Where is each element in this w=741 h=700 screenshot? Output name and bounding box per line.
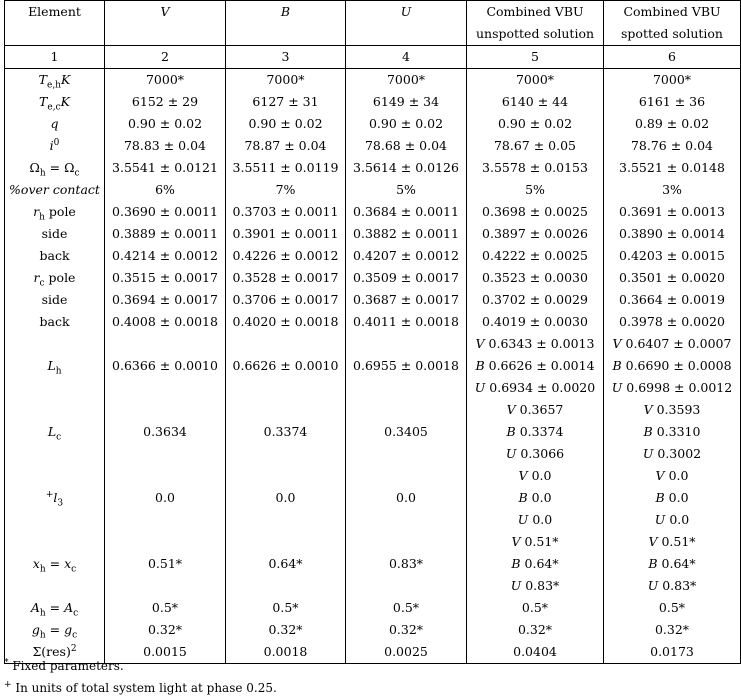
table-cell [346,443,467,465]
table-cell [105,399,226,421]
table-cell: U 0.3066 [467,443,604,465]
table-row-multi [5,377,741,399]
table-cell [346,377,467,399]
row-label: $T_{e,c}K$ [5,91,105,113]
table-cell: 0.3698 ± 0.0025 [467,201,604,223]
table-cell: 0.89 ± 0.02 [604,113,741,135]
row-label: $A_h = A_c$ [5,597,105,619]
table-cell: 0.3897 ± 0.0026 [467,223,604,245]
row-label: $^+l_3$ [5,487,105,509]
table-cell: 7000* [346,69,467,92]
table-row-multi [5,355,741,377]
table-cell: B 0.64* [467,553,604,575]
table-cell: 0.4207 ± 0.0012 [346,245,467,267]
row-label: $x_h = x_c$ [5,553,105,575]
table-cell: 0.3694 ± 0.0017 [105,289,226,311]
column-number-row [5,46,741,69]
table-row [5,69,741,92]
table-cell: U 0.6998 ± 0.0012 [604,377,741,399]
row-label [5,377,105,399]
header-b: B [226,1,346,24]
table-cell: 0.3890 ± 0.0014 [604,223,741,245]
table-cell: B 0.6626 ± 0.0014 [467,355,604,377]
table-row-multi [5,421,741,443]
table-cell: 0.3501 ± 0.0020 [604,267,741,289]
table-cell: 0.32* [346,619,467,641]
table-cell: 3.5541 ± 0.0121 [105,157,226,179]
table-cell: 3% [604,179,741,201]
table-cell: 6161 ± 36 [604,91,741,113]
row-label [5,399,105,421]
table-cell: B 0.64* [604,553,741,575]
table-row [5,179,741,201]
table-row [5,201,741,223]
table-cell: U 0.3002 [604,443,741,465]
row-label: $L_c$ [5,421,105,443]
table-cell [346,531,467,553]
table-cell: 3.5521 ± 0.0148 [604,157,741,179]
table-cell: V 0.51* [467,531,604,553]
table-cell: 5% [467,179,604,201]
table-cell: 7000* [604,69,741,92]
row-label: back [5,311,105,333]
table-cell: 0.51* [105,553,226,575]
column-number: 6 [604,46,741,69]
row-label: $T_{e,h}K$ [5,69,105,92]
table-cell [346,509,467,531]
row-label [5,509,105,531]
table-row [5,113,741,135]
header-u: U [346,1,467,24]
table-cell [226,575,346,597]
table-cell: 0.4011 ± 0.0018 [346,311,467,333]
table-cell: 0.3901 ± 0.0011 [226,223,346,245]
table-row [5,223,741,245]
table-cell: 0.3528 ± 0.0017 [226,267,346,289]
table-cell [226,531,346,553]
table-cell: V 0.6343 ± 0.0013 [467,333,604,355]
table-row [5,289,741,311]
table-cell: 0.90 ± 0.02 [346,113,467,135]
table-cell: 78.68 ± 0.04 [346,135,467,157]
table-cell: V 0.6407 ± 0.0007 [604,333,741,355]
table-cell: B 0.0 [467,487,604,509]
table-cell [105,465,226,487]
header-element: Element [5,1,105,24]
table-cell: 0.3374 [226,421,346,443]
table-row-multi [5,465,741,487]
table-cell: B 0.0 [604,487,741,509]
table-cell: 6140 ± 44 [467,91,604,113]
row-label: $g_h = g_c$ [5,619,105,641]
footnote-fixed: * Fixed parameters. [4,658,124,673]
table-cell: 0.5* [346,597,467,619]
table-cell [226,509,346,531]
table-cell: 6152 ± 29 [105,91,226,113]
table-cell: 0.0 [346,487,467,509]
table-cell: 0.3515 ± 0.0017 [105,267,226,289]
table-cell: 6149 ± 34 [346,91,467,113]
table-cell: 0.4203 ± 0.0015 [604,245,741,267]
row-label: %over contact [5,179,105,201]
table-row-multi [5,399,741,421]
table-cell: 0.6366 ± 0.0010 [105,355,226,377]
table-cell: 0.90 ± 0.02 [226,113,346,135]
table-cell: 0.32* [105,619,226,641]
row-label: side [5,289,105,311]
table-cell: 0.3706 ± 0.0017 [226,289,346,311]
footnote-light: + In units of total system light at phase 0.25. [4,680,277,695]
header-row [5,1,741,24]
table-cell: 0.4008 ± 0.0018 [105,311,226,333]
table-cell [346,399,467,421]
table-cell: 0.4222 ± 0.0025 [467,245,604,267]
row-label: back [5,245,105,267]
table-cell: 0.6955 ± 0.0018 [346,355,467,377]
table-cell: 0.0018 [226,641,346,664]
table-row [5,157,741,179]
table-row-multi [5,509,741,531]
column-number: 5 [467,46,604,69]
table-cell: U 0.0 [604,509,741,531]
table-cell [226,377,346,399]
table-cell: 0.4020 ± 0.0018 [226,311,346,333]
footnotes [4,655,277,699]
table-cell: 6% [105,179,226,201]
table-cell: 0.3702 ± 0.0029 [467,289,604,311]
table-cell: U 0.0 [467,509,604,531]
table-row [5,267,741,289]
table-cell: 0.4226 ± 0.0012 [226,245,346,267]
table-cell: B 0.3374 [467,421,604,443]
table-cell: 6127 ± 31 [226,91,346,113]
table-cell [226,399,346,421]
table-row [5,91,741,113]
table-cell: 0.5* [467,597,604,619]
row-label [5,333,105,355]
table-row [5,619,741,641]
header-unspotted-solution: unspotted solution [467,23,604,46]
table-row-multi [5,443,741,465]
parameters-table [4,0,741,664]
table-cell: 0.5* [105,597,226,619]
table-row-multi [5,333,741,355]
table-cell [105,443,226,465]
table-cell: 7000* [226,69,346,92]
table-cell: V 0.51* [604,531,741,553]
table-cell: 0.5* [604,597,741,619]
table-cell [346,333,467,355]
table-cell: 0.3684 ± 0.0011 [346,201,467,223]
table-cell: 78.67 ± 0.05 [467,135,604,157]
table-cell: 0.90 ± 0.02 [105,113,226,135]
table-row-multi [5,487,741,509]
table-cell: V 0.3593 [604,399,741,421]
table-cell: 0.3889 ± 0.0011 [105,223,226,245]
header-combined-spotted: Combined VBU [604,1,741,24]
table-cell: 0.6626 ± 0.0010 [226,355,346,377]
row-label [5,575,105,597]
table-row-multi [5,531,741,553]
table-row [5,311,741,333]
table-cell: 7000* [467,69,604,92]
table-cell: 0.3690 ± 0.0011 [105,201,226,223]
table-cell: U 0.6934 ± 0.0020 [467,377,604,399]
column-number: 2 [105,46,226,69]
row-label [5,443,105,465]
table-cell: 0.4019 ± 0.0030 [467,311,604,333]
table-cell: 0.0173 [604,641,741,664]
table-cell: V 0.0 [467,465,604,487]
table-cell: 78.87 ± 0.04 [226,135,346,157]
table-cell: 5% [346,179,467,201]
table-cell: 0.83* [346,553,467,575]
row-label [5,531,105,553]
table-cell [346,575,467,597]
table-cell: 3.5578 ± 0.0153 [467,157,604,179]
table-cell: 0.64* [226,553,346,575]
table-cell [346,465,467,487]
table-cell: 0.32* [604,619,741,641]
row-label: side [5,223,105,245]
table-cell: B 0.3310 [604,421,741,443]
table-cell: 0.32* [467,619,604,641]
table-cell [105,333,226,355]
column-number: 4 [346,46,467,69]
table-cell: 3.5511 ± 0.0119 [226,157,346,179]
table-cell: 0.3509 ± 0.0017 [346,267,467,289]
column-number: 3 [226,46,346,69]
row-label: Σ(res)$^2$ [5,641,105,664]
table-cell: V 0.3657 [467,399,604,421]
table-row [5,135,741,157]
table-cell: 7000* [105,69,226,92]
table-cell: U 0.83* [604,575,741,597]
row-label: $i^0$ [5,135,105,157]
table-cell: 78.83 ± 0.04 [105,135,226,157]
table-cell: V 0.0 [604,465,741,487]
table-cell [105,377,226,399]
table-cell [226,443,346,465]
table-cell [226,465,346,487]
table-cell: 0.5* [226,597,346,619]
table-cell: 78.76 ± 0.04 [604,135,741,157]
table-cell: 0.3703 ± 0.0011 [226,201,346,223]
table-cell: 0.0015 [105,641,226,664]
table-cell: 0.3978 ± 0.0020 [604,311,741,333]
row-label: q [5,113,105,135]
table-row-multi [5,575,741,597]
table-cell [105,531,226,553]
table-cell: U 0.83* [467,575,604,597]
table-cell: 0.0 [226,487,346,509]
header-row-2 [5,23,741,46]
table-cell: 0.3523 ± 0.0030 [467,267,604,289]
row-label: $r_h$ pole [5,201,105,223]
table-cell: 0.0 [105,487,226,509]
table-cell: 7% [226,179,346,201]
table-row [5,597,741,619]
table-cell: 0.4214 ± 0.0012 [105,245,226,267]
table-row-multi [5,553,741,575]
table-cell: 0.3634 [105,421,226,443]
table-cell: 0.90 ± 0.02 [467,113,604,135]
table-cell: 0.3687 ± 0.0017 [346,289,467,311]
table-cell: 0.0404 [467,641,604,664]
table-cell: 0.3405 [346,421,467,443]
table-cell: 0.32* [226,619,346,641]
row-label: $L_h$ [5,355,105,377]
table-cell: 0.3882 ± 0.0011 [346,223,467,245]
table-row [5,245,741,267]
header-spotted-solution: spotted solution [604,23,741,46]
column-number: 1 [5,46,105,69]
header-combined-unspotted: Combined VBU [467,1,604,24]
table-cell [226,333,346,355]
table-cell: 3.5614 ± 0.0126 [346,157,467,179]
row-label: $r_c$ pole [5,267,105,289]
row-label: $\Omega_h = \Omega_c$ [5,157,105,179]
row-label [5,465,105,487]
table-cell: 0.3691 ± 0.0013 [604,201,741,223]
table-cell: 0.3664 ± 0.0019 [604,289,741,311]
header-v: V [105,1,226,24]
table-cell: B 0.6690 ± 0.0008 [604,355,741,377]
table-cell: 0.0025 [346,641,467,664]
table-cell [105,575,226,597]
table-cell [105,509,226,531]
